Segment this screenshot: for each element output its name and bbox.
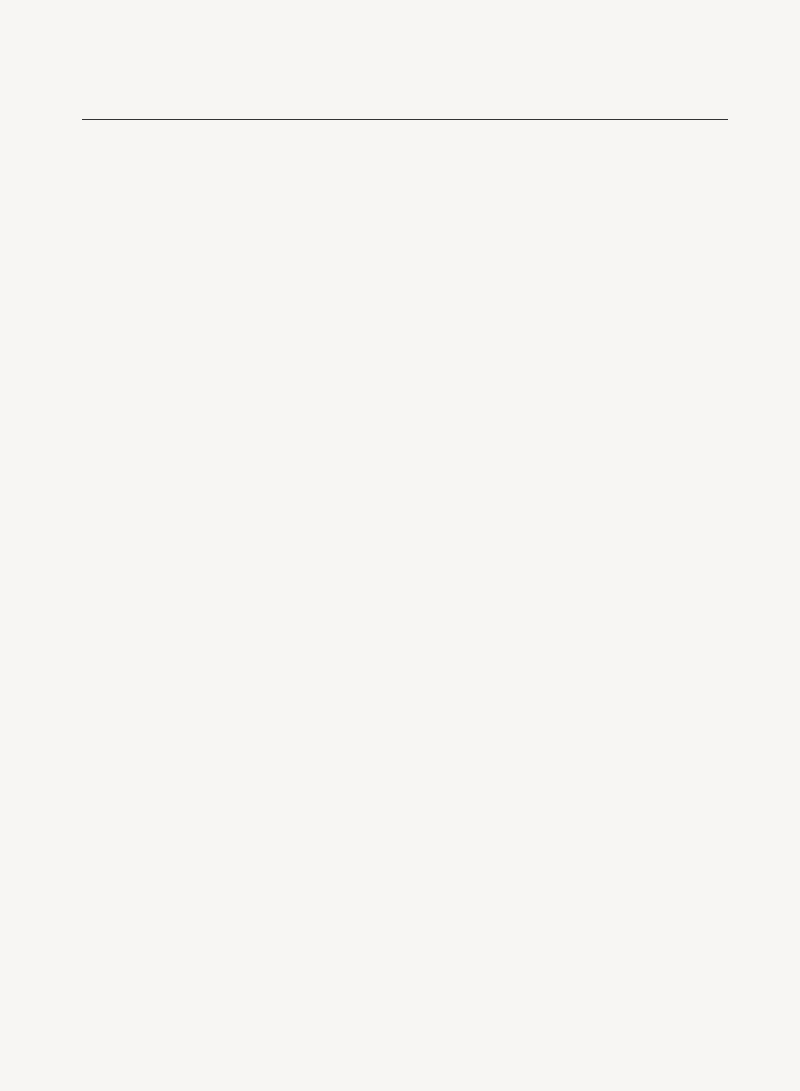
document-body: [86, 128, 726, 133]
header-rule: [82, 119, 728, 120]
